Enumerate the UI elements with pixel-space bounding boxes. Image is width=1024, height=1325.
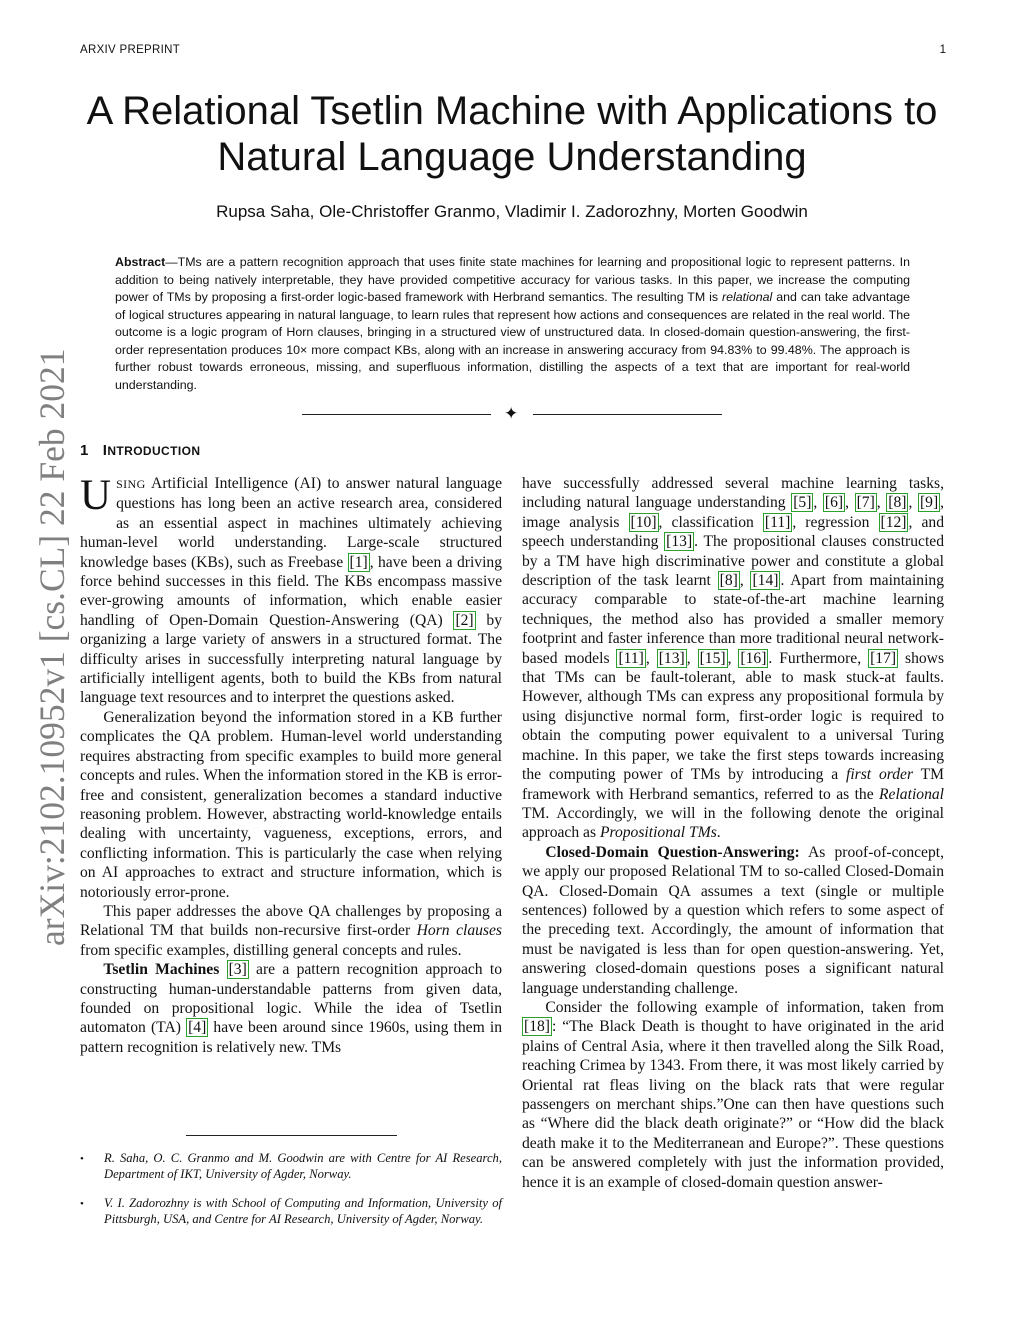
text-run: : “The Black Death is thought to have originated in the arid plains of Central Asia, where it then travelled along the Silk Road, reaching Crimea by 1343. From there, it was most likely carried by Oriental rat fleas living on the black rats that were regular passengers on merchant ships.”One can then have questions such as “Where did the black death originate?” or “How did the black death make it to the Mediterranean and Europe?”. These questions can be answered completely with just the information provided, hence it is an example of closed-domain question answer- <box>522 1018 944 1191</box>
text-run: , regression <box>792 513 879 531</box>
text-run: are a pattern recognition approach to constructing human-understandable patterns from given data, founded on propositional logic. While the idea of Tsetlin automaton (TA) <box>80 961 503 1037</box>
citation-link[interactable]: [12] <box>880 513 907 531</box>
text-run: , <box>845 494 855 512</box>
abstract-text: and can take advantage of logical structures appearing in natural language, to learn rules that represent how actions and consequences are related in the real world. The outcome is a logic program of Horn clauses, bringing in a structured view of unstructured data. In closed-domain question-answering, the first-order representation produces <box>115 290 911 357</box>
text-run: TM framework with Herbrand semantics, referred to as the <box>522 766 944 803</box>
abstract-text: —TMs are a pattern recognition approach that uses finite state machines for learning and propositional logic to represent patterns. In addition to being natively interpretable, they have provided competitive accuracy for various tasks. In this paper, we increase the computing power of TMs by proposing a first-order logic-based framework with Herbrand semantics. The resulting TM is <box>115 255 910 304</box>
paragraph: Generalization beyond the information stored in a KB further complicates the QA problem. Human-level world understanding requires abstracting from specific examples to build more general concepts and rules. When the information stored in the KB is error-free and consistent, generalization becomes a standard inductive reasoning problem. However, abstracting world-knowledge entails dealing with uncertainty, vagueness, exceptions, errors, and conflicting information. This is particularly the case when relying on AI approaches to extract and structure information, which is notoriously error-prone. <box>80 708 502 901</box>
citation-link[interactable]: [11] <box>618 649 644 667</box>
abstract <box>115 254 910 394</box>
footnote-rule <box>186 1135 397 1136</box>
text-run: , have been a driving force behind successes in this field. The KBs encompass massive ever-growing amounts of information, which enable easier handling of Open-Domain Question-Answering (QA) <box>80 553 502 629</box>
abstract-math-factor: 10× <box>286 342 308 357</box>
text-run: . Furthermore, <box>768 649 869 667</box>
text-run: have been around since 1960s, using them in pattern recognition is relatively new. TMs <box>80 1019 502 1056</box>
citation-link[interactable]: [16] <box>740 649 767 667</box>
right-column <box>522 474 944 1192</box>
text-run: , <box>813 494 823 512</box>
paper-title <box>60 88 964 180</box>
separator-star-icon: ✦ <box>504 404 519 423</box>
citation-link[interactable]: [8] <box>719 572 738 590</box>
citation-link[interactable]: [5] <box>793 494 812 512</box>
text-run: have successfully addressed several machine learning tasks, including natural language understanding <box>522 475 944 512</box>
emphasis: Horn clauses <box>416 922 502 940</box>
text-run: , <box>686 649 698 667</box>
citation-link[interactable]: [7] <box>856 494 875 512</box>
citation-link[interactable]: [3] <box>228 961 247 979</box>
citation-link[interactable]: [9] <box>919 494 939 512</box>
running-head: ARXIV PREPRINT <box>80 44 181 56</box>
citation-link[interactable]: [10] <box>630 513 657 531</box>
citation-link[interactable]: [15] <box>699 649 726 667</box>
page-number: 1 <box>939 44 946 56</box>
abstract-emphasis: relational <box>722 290 773 304</box>
abstract-text: to <box>752 342 771 357</box>
text-run: , <box>645 649 657 667</box>
footnote-bullet-icon: • <box>80 1153 84 1165</box>
footnote-affiliation-2: V. I. Zadorozhny is with School of Computing and Information, University of Pittsburgh, USA, and Centre for AI Research, University of Agder, Norway. <box>104 1196 502 1226</box>
paragraph <box>80 474 502 708</box>
text-run: As proof-of-concept, we apply our proposed Relational TM to so-called Closed-Domain QA. Closed-Domain QA assumes a text (single or multiple sentences) followed by a question which refers to some aspect of the preceding text. Accordingly, the amount of information that must be navigated is less than for open question-answering. Yet, answering closed-domain questions poses a significant natural language understanding challenge. <box>522 843 945 997</box>
citation-link[interactable]: [11] <box>764 513 791 531</box>
citation-link[interactable]: [4] <box>188 1019 207 1037</box>
citation-link[interactable]: [2] <box>455 611 474 629</box>
emphasis: Propositional TMs <box>599 824 717 842</box>
section-title-initial: I <box>102 442 108 459</box>
section-title-rest: NTRODUCTION <box>107 444 201 458</box>
text-run: , and speech understanding <box>522 513 944 551</box>
text-run: Artificial Intelligence (AI) to answer natural language questions has long been an active research area, considered as an essential aspect in machines ultimately achieving human-level world understanding. Large-scale structured knowledge bases (KBs), such as Freebase <box>80 475 502 571</box>
smallcaps-run: SING <box>116 477 146 491</box>
text-run: , <box>739 572 751 590</box>
text-run: . The propositional clauses constructed by a TM have high discriminative power and constitute a global description of the task learnt <box>522 533 944 590</box>
emphasis: Relational <box>879 785 944 803</box>
citation-link[interactable]: [8] <box>888 494 907 512</box>
authors: Rupsa Saha, Ole-Christoffer Granmo, Vladimir I. Zadorozhny, Morten Goodwin <box>216 202 808 221</box>
citation-link[interactable]: [13] <box>666 533 693 551</box>
text-run: , <box>908 494 918 512</box>
title-line-2: Natural Language Understanding <box>217 135 807 179</box>
citation-link[interactable]: [1] <box>349 553 368 571</box>
emphasis: first order <box>846 766 914 784</box>
arxiv-stamp: arXiv:2102.10952v1 [cs.CL] 22 Feb 2021 <box>32 348 72 946</box>
footnote-bullet-icon: • <box>80 1198 84 1210</box>
paragraph <box>522 474 944 843</box>
section-separator <box>302 404 722 426</box>
title-line-1: A Relational Tsetlin Machine with Applications to <box>86 89 938 133</box>
text-run <box>219 961 226 978</box>
paragraph-heading: Tsetlin Machines <box>103 961 220 979</box>
citation-link[interactable]: [14] <box>752 572 779 590</box>
section-heading <box>80 442 200 459</box>
text-run: , <box>876 494 887 512</box>
abstract-math-to: 99.48% <box>770 342 813 357</box>
citation-link[interactable]: [13] <box>658 649 685 667</box>
footnote-affiliation-1: R. Saha, O. C. Granmo and M. Goodwin are with Centre for AI Research, Department of IKT, University of Agder, Norway. <box>104 1151 502 1181</box>
text-run: . <box>716 824 721 842</box>
text-run: . Apart from maintaining accuracy comparable to state-of-the-art machine learning techniques, the method also has provided a smaller memory footprint and faster inference than more traditional neural network-based models <box>522 572 945 667</box>
abstract-text: more compact KBs, along with an increase in answering accuracy from <box>307 342 711 357</box>
text-run: by organizing a large variety of answers in a structured format. The difficulty arises in successfully interpreting natural language by artificially intelligent agents, both to build the KBs from natural language text resources and to interpret the questions asked. <box>80 611 502 707</box>
citation-link[interactable]: [18] <box>524 1018 550 1036</box>
citation-link[interactable]: [6] <box>824 494 844 512</box>
paragraph <box>522 843 944 998</box>
left-column <box>80 474 502 1057</box>
text-run: shows that TMs can be fault-tolerant, able to mask stuck-at faults. However, although TMs can express any propositional formula by using disjunctive normal form, first-order logic is required to obtain the computing power equivalent to a universal Turing machine. In this paper, we take the first steps towards increasing the computing power of TMs by introducing a <box>522 649 945 784</box>
citation-link[interactable]: [17] <box>870 649 897 667</box>
abstract-math-from: 94.83% <box>710 342 753 357</box>
text-run: This paper addresses the above QA challenges by proposing a Relational TM that builds non-recursive first-order <box>80 902 502 940</box>
text-run: , classification <box>658 513 763 531</box>
abstract-text: . The approach is further robust towards erroneous, missing, and superfluous information, distilling the aspects of a text that are important for real-world understanding. <box>115 342 910 392</box>
text-run: , <box>727 649 739 667</box>
paragraph <box>80 960 502 1057</box>
text-run: from specific examples, distilling general concepts and rules. <box>80 941 462 959</box>
drop-cap: U <box>80 472 112 519</box>
text-run: TM. Accordingly, we will in the following denote the original approach as <box>522 804 944 842</box>
paragraph-heading: Closed-Domain Question-Answering: <box>545 843 800 861</box>
separator-line-right <box>533 414 722 415</box>
paragraph <box>522 998 944 1192</box>
text-run: , image analysis <box>522 494 945 531</box>
section-number: 1 <box>80 442 89 459</box>
abstract-label: Abstract <box>115 255 166 269</box>
text-run: Consider the following example of information, taken from <box>545 998 944 1016</box>
separator-line-left <box>302 414 491 415</box>
paragraph <box>80 902 502 960</box>
